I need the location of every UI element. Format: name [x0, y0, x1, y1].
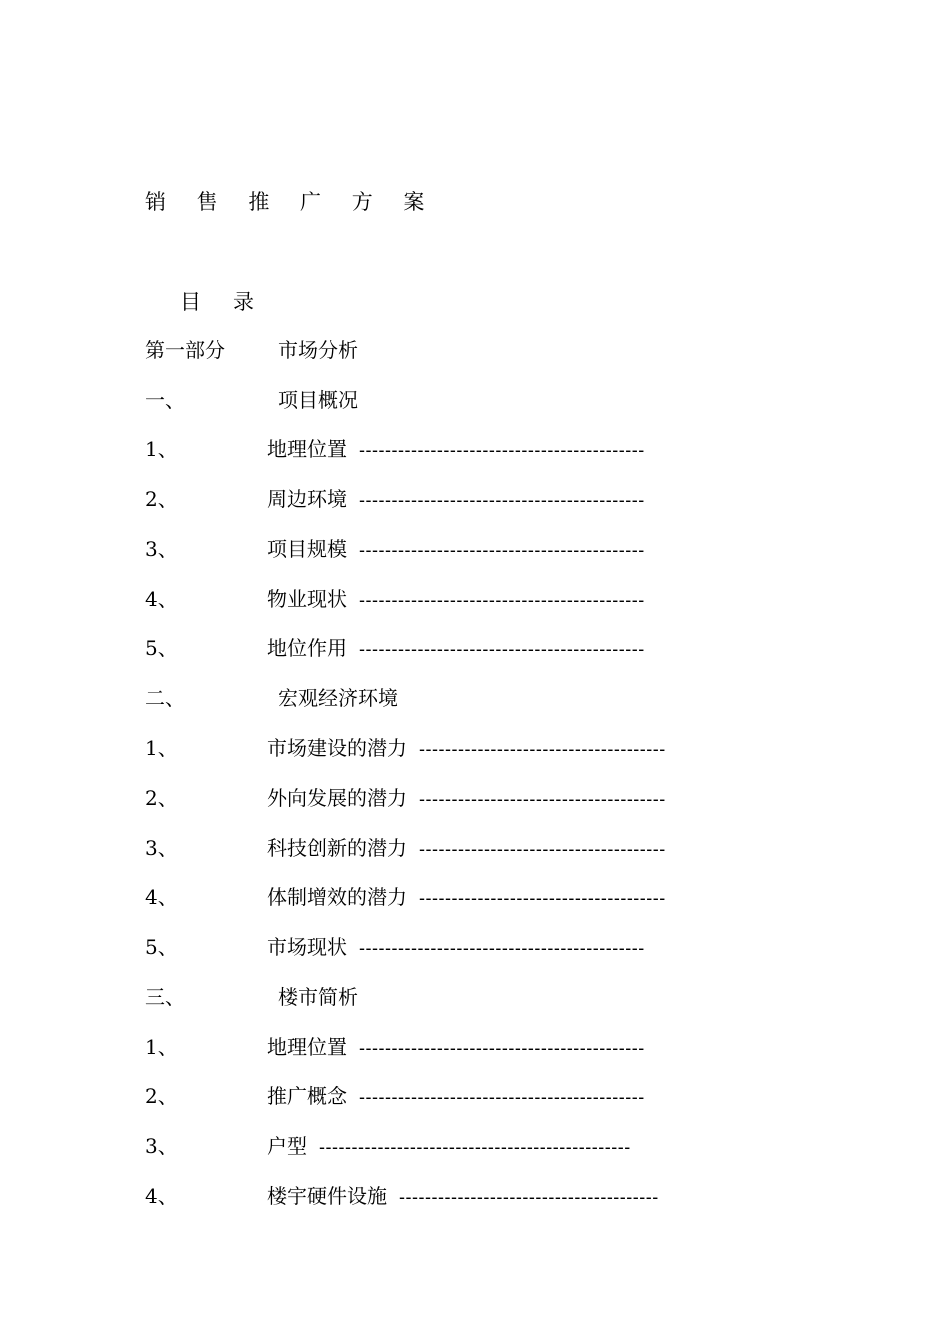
- item-title: 市场建设的潜力: [267, 736, 407, 760]
- item-title: 地理位置: [267, 437, 347, 461]
- item-entry: [267, 534, 645, 565]
- dot-leader: --------------------------------------------: [359, 1087, 645, 1107]
- dot-leader: --------------------------------------------: [359, 1038, 645, 1058]
- dot-leader: ------------------------------------------------: [319, 1137, 631, 1157]
- item-title: 推广概念: [267, 1084, 347, 1108]
- item-entry: [267, 1032, 645, 1063]
- item-number: 1、: [145, 1035, 178, 1059]
- section-number: 一、: [145, 388, 185, 412]
- item-entry: [267, 1131, 631, 1162]
- item-entry: [267, 833, 666, 864]
- item-number: 4、: [145, 1184, 178, 1208]
- document-title: 销 售 推 广 方 案: [145, 190, 437, 214]
- item-number: 1、: [145, 736, 178, 760]
- section-number: 二、: [145, 686, 185, 710]
- item-title: 体制增效的潜力: [267, 885, 407, 909]
- item-entry: [267, 733, 666, 764]
- item-title: 地位作用: [267, 636, 347, 660]
- toc-heading-char-2: 录: [233, 290, 254, 314]
- toc-heading: [180, 286, 254, 316]
- item-title: 外向发展的潜力: [267, 786, 407, 810]
- dot-leader: --------------------------------------: [419, 888, 666, 908]
- dot-leader: --------------------------------------: [419, 739, 666, 759]
- item-entry: [267, 783, 666, 814]
- dot-leader: --------------------------------------------: [359, 440, 645, 460]
- item-title: 科技创新的潜力: [267, 836, 407, 860]
- item-number: 4、: [145, 885, 178, 909]
- item-number: 1、: [145, 437, 178, 461]
- item-entry: [267, 882, 666, 913]
- section-name: 宏观经济环境: [278, 686, 398, 710]
- dot-leader: --------------------------------------------: [359, 938, 645, 958]
- item-entry: [267, 1081, 645, 1112]
- item-number: 2、: [145, 786, 178, 810]
- item-number: 3、: [145, 537, 178, 561]
- dot-leader: --------------------------------------------: [359, 490, 645, 510]
- item-number: 2、: [145, 1084, 178, 1108]
- dot-leader: --------------------------------------: [419, 789, 666, 809]
- item-number: 4、: [145, 587, 178, 611]
- item-title: 项目规模: [267, 537, 347, 561]
- section-number: 三、: [145, 985, 185, 1009]
- item-title: 市场现状: [267, 935, 347, 959]
- item-number: 2、: [145, 487, 178, 511]
- item-title: 地理位置: [267, 1035, 347, 1059]
- dot-leader: --------------------------------------------: [359, 639, 645, 659]
- item-entry: [267, 932, 645, 963]
- dot-leader: --------------------------------------: [419, 839, 666, 859]
- item-entry: [267, 633, 645, 664]
- dot-leader: --------------------------------------------: [359, 590, 645, 610]
- part-label: 第一部分: [145, 338, 225, 362]
- item-title: 周边环境: [267, 487, 347, 511]
- item-title: 物业现状: [267, 587, 347, 611]
- item-entry: [267, 1181, 659, 1212]
- item-number: 3、: [145, 1134, 178, 1158]
- part-name: 市场分析: [278, 338, 358, 362]
- item-entry: [267, 434, 645, 465]
- item-entry: [267, 484, 645, 515]
- item-number: 3、: [145, 836, 178, 860]
- section-name: 楼市简析: [278, 985, 358, 1009]
- item-entry: [267, 584, 645, 615]
- item-number: 5、: [145, 935, 178, 959]
- item-number: 5、: [145, 636, 178, 660]
- section-name: 项目概况: [278, 388, 358, 412]
- dot-leader: ----------------------------------------: [399, 1187, 659, 1207]
- dot-leader: --------------------------------------------: [359, 540, 645, 560]
- toc-heading-char-1: 目: [180, 290, 201, 314]
- item-title: 楼宇硬件设施: [267, 1184, 387, 1208]
- item-title: 户型: [267, 1134, 307, 1158]
